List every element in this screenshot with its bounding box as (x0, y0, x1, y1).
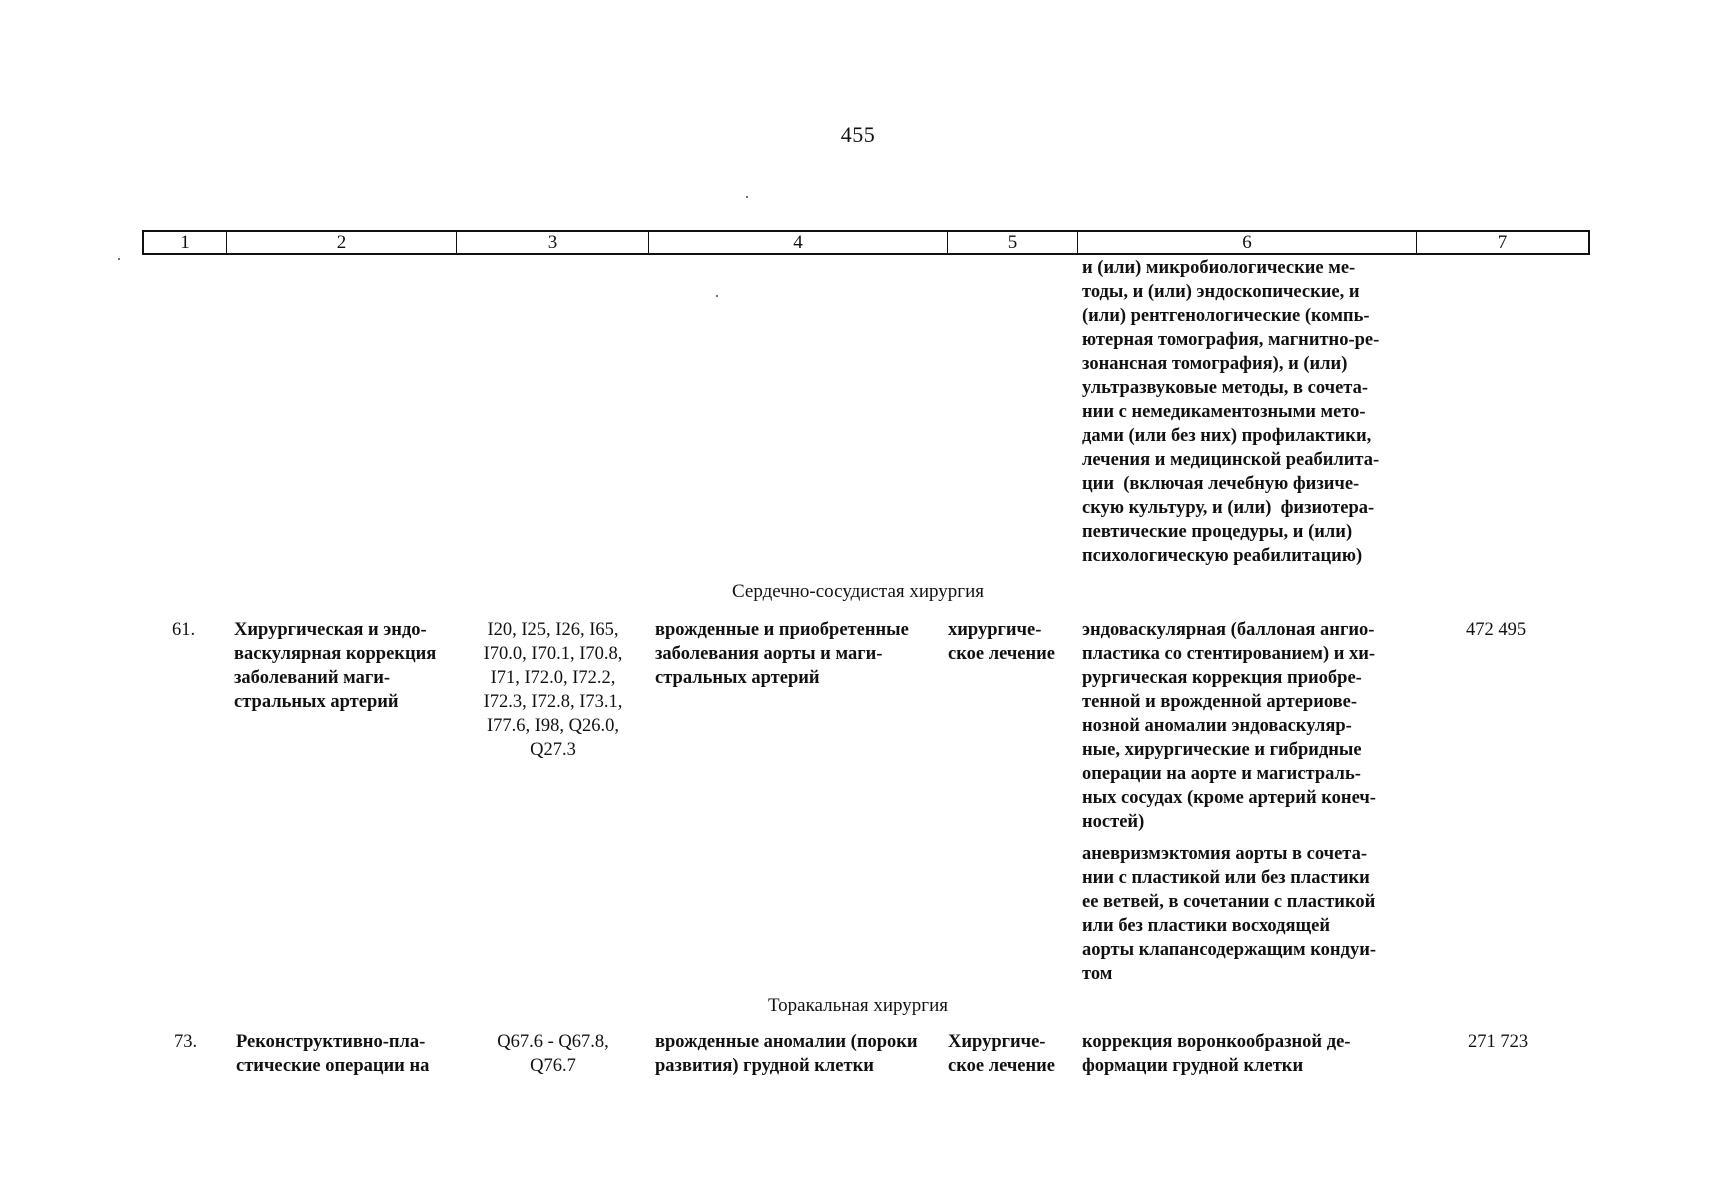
header-cell-5: 5 (948, 232, 1078, 253)
row-73-number: 73. (174, 1032, 198, 1052)
row-61-method-1: эндоваскулярная (баллоная ангио- пластика со стентированием) и хи- рургическая коррекция приобре- тенной и врожденной артериове- нозной аномалии эндоваскуляр- ные, хирургические и гибридные операции на аорте и магистраль- ных сосудах (кроме артерий конеч- ностей) (1082, 620, 1376, 832)
section-heading-thoracic: Торакальная хирургия (767, 995, 948, 1016)
row-61-name: Хирургическая и эндо- васкулярная коррекция заболеваний маги- стральных артерий (234, 620, 437, 712)
row-73-codes: Q67.6 - Q67.8, Q76.7 (497, 1032, 609, 1076)
table-header-row (142, 230, 1590, 255)
row-61-treatment: хирургиче- ское лечение (948, 620, 1056, 664)
row-61-model: врожденные и приобретенные заболевания аорты и маги- стральных артерий (655, 620, 909, 688)
scan-speck (746, 196, 748, 198)
row-73-model: врожденные аномалии (пороки развития) грудной клетки (655, 1032, 918, 1076)
row-61-codes: I20, I25, I26, I65, I70.0, I70.1, I70.8, I71, I72.0, I72.2, I72.3, I72.8, I73.1, I77.6, I98, Q26.0, Q27.3 (483, 620, 623, 760)
scan-speck (118, 258, 120, 260)
header-cell-1: 1 (144, 232, 227, 253)
row-73-cost: 271 723 (1468, 1032, 1529, 1052)
header-cell-6: 6 (1078, 232, 1417, 253)
header-cell-2: 2 (227, 232, 457, 253)
header-cell-3: 3 (457, 232, 649, 253)
row-73-treatment: Хирургиче- ское лечение (948, 1032, 1056, 1076)
row-73-method-1: коррекция воронкообразной де- формации грудной клетки (1082, 1032, 1351, 1076)
header-cell-4: 4 (649, 232, 948, 253)
header-cell-7: 7 (1497, 232, 1508, 253)
row-61-number: 61. (172, 620, 196, 640)
section-heading-cardiovascular: Сердечно-сосудистая хирургия (731, 581, 984, 602)
scan-speck (716, 295, 718, 297)
continuation-methods-text: и (или) микробиологические ме- тоды, и (или) эндоскопические, и (или) рентгенологические (компь- ютерная томография, магнитно-ре- зонансная томография), и (или) ультразвуковые методы, в сочета- нии с немедикаментозными мето- дами (или без них) профилактики, лечения и медицинской реабилита- ции (включая лечебную физиче- скую культуру, и (или) физиотера- певтические процедуры, и (или) психологическую реабилитацию) (1082, 258, 1380, 566)
page-number: 455 (840, 122, 876, 147)
row-61-method-2: аневризмэктомия аорты в сочета- нии с пластикой или без пластики ее ветвей, в сочетании с пластикой или без пластики восходящей аорты клапансодержащим кондуи- том (1082, 844, 1377, 984)
row-61-cost: 472 495 (1466, 620, 1527, 640)
row-73-name: Реконструктивно-пла- стические операции на (236, 1032, 430, 1076)
